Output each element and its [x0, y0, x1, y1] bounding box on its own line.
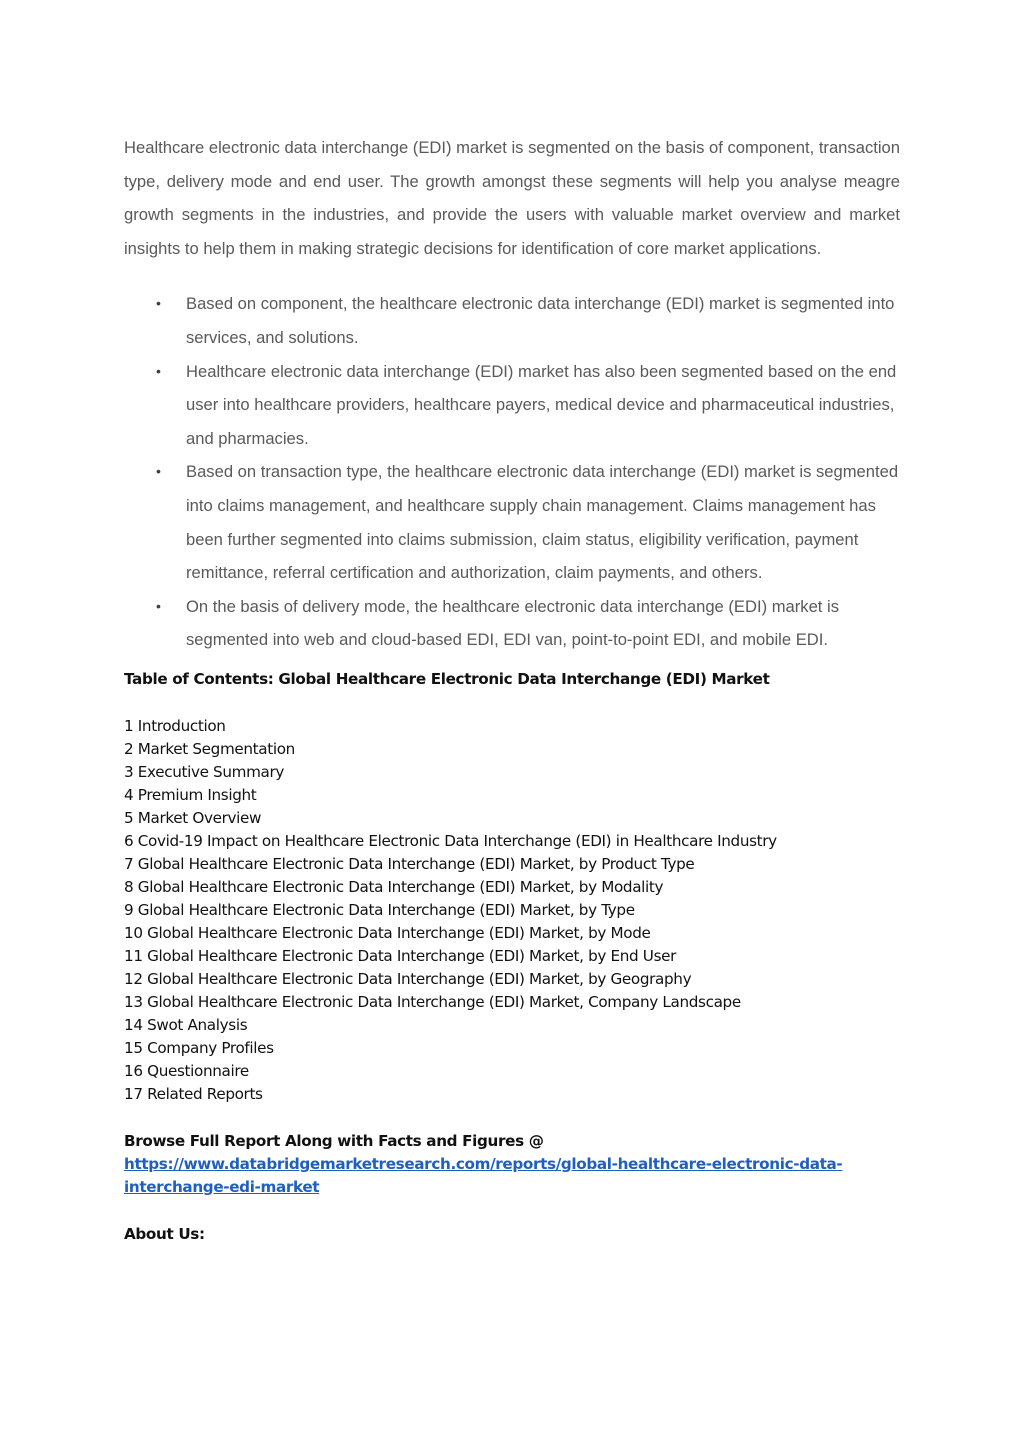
- toc-item: 7 Global Healthcare Electronic Data Interchange (EDI) Market, by Product Type: [124, 854, 695, 873]
- toc-item: 4 Premium Insight: [124, 785, 257, 804]
- toc-item: 6 Covid-19 Impact on Healthcare Electronic Data Interchange (EDI) in Healthcare Industry: [124, 831, 777, 850]
- toc-item: 1 Introduction: [124, 716, 226, 735]
- toc-item: 12 Global Healthcare Electronic Data Interchange (EDI) Market, by Geography: [124, 969, 692, 988]
- document-page: [124, 131, 900, 1246]
- bullet-text: Based on component, the healthcare electronic data interchange (EDI) market is segmented into services, and solutions.: [186, 294, 895, 347]
- full-report-link[interactable]: https://www.databridgemarketresearch.com/reports/global-healthcare-electronic-data-interchange-edi-market: [124, 1154, 843, 1196]
- toc-item: 9 Global Healthcare Electronic Data Interchange (EDI) Market, by Type: [124, 900, 635, 919]
- toc-item: 5 Market Overview: [124, 808, 262, 827]
- toc-item: 3 Executive Summary: [124, 762, 285, 781]
- bullet-icon: •: [156, 295, 161, 312]
- browse-report-heading: Browse Full Report Along with Facts and Figures @: [124, 1131, 544, 1150]
- list-item: [124, 287, 900, 354]
- list-item: [124, 455, 900, 589]
- list-item: [124, 355, 900, 456]
- intro-paragraph: Healthcare electronic data interchange (EDI) market is segmented on the basis of component, transaction type, delivery mode and end user. The growth amongst these segments will help you analyse meagre growth segments in the industries, and provide the users with valuable market overview and market insights to help them in making strategic decisions for identification of core market applications.: [124, 138, 900, 258]
- toc-heading: Table of Contents: Global Healthcare Electronic Data Interchange (EDI) Market: [124, 669, 770, 688]
- bullet-icon: •: [156, 362, 161, 379]
- toc-item: 8 Global Healthcare Electronic Data Interchange (EDI) Market, by Modality: [124, 877, 664, 896]
- toc-item: 16 Questionnaire: [124, 1061, 249, 1080]
- about-us-heading: About Us:: [124, 1224, 205, 1243]
- toc-item: 13 Global Healthcare Electronic Data Interchange (EDI) Market, Company Landscape: [124, 992, 741, 1011]
- bullet-text: On the basis of delivery mode, the healthcare electronic data interchange (EDI) market is segmented into web and cloud-based EDI, EDI van, point-to-point EDI, and mobile EDI.: [186, 596, 840, 650]
- bullet-text: Healthcare electronic data interchange (EDI) market has also been segmented based on the end user into healthcare providers, healthcare payers, medical device and pharmaceutical industries, and pharmacies.: [186, 361, 897, 448]
- toc-item: 15 Company Profiles: [124, 1038, 274, 1057]
- toc-item: 11 Global Healthcare Electronic Data Interchange (EDI) Market, by End User: [124, 946, 677, 965]
- segment-bullet-list: [124, 287, 900, 657]
- bullet-icon: •: [156, 597, 161, 614]
- bullet-text: Based on transaction type, the healthcare electronic data interchange (EDI) market is segmented into claims management, and healthcare supply chain management. Claims management has been further segmented into claims submission, claim status, eligibility verification, payment remittance, referral certification and authorization, claim payments, and others.: [186, 462, 899, 583]
- toc-item: 14 Swot Analysis: [124, 1015, 248, 1034]
- toc-list: [124, 715, 900, 1106]
- list-item: [124, 590, 900, 657]
- toc-item: 10 Global Healthcare Electronic Data Interchange (EDI) Market, by Mode: [124, 923, 651, 942]
- bullet-icon: •: [156, 463, 161, 480]
- toc-item: 17 Related Reports: [124, 1084, 263, 1103]
- toc-item: 2 Market Segmentation: [124, 739, 295, 758]
